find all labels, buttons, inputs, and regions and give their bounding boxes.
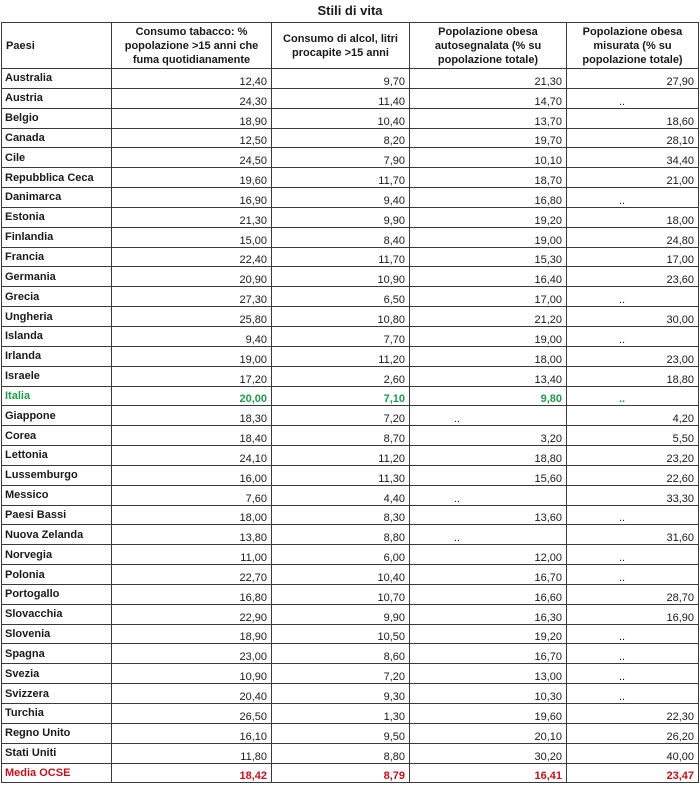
cell-tabacco: 18,90 (112, 108, 272, 128)
cell-alcol: 8,30 (272, 505, 410, 525)
cell-obesa_auto: 20,10 (410, 723, 567, 743)
cell-obesa_auto: 3,20 (410, 426, 567, 446)
cell-alcol: 11,40 (272, 88, 410, 108)
cell-alcol: 8,79 (272, 763, 410, 783)
cell-alcol: 7,20 (272, 664, 410, 684)
cell-obesa_auto: 16,30 (410, 604, 567, 624)
cell-obesa_mis: 18,00 (567, 207, 699, 227)
cell-country: Irlanda (2, 346, 112, 366)
cell-alcol: 8,60 (272, 644, 410, 664)
cell-obesa_auto: .. (410, 485, 567, 505)
cell-obesa_mis: 31,60 (567, 525, 699, 545)
cell-tabacco: 18,40 (112, 426, 272, 446)
table-row (2, 505, 699, 525)
table-row (2, 465, 699, 485)
cell-obesa_mis: .. (567, 624, 699, 644)
cell-country: Australia (2, 69, 112, 89)
cell-obesa_mis: 22,30 (567, 704, 699, 724)
cell-alcol: 8,80 (272, 743, 410, 763)
cell-obesa_auto: 16,40 (410, 267, 567, 287)
cell-obesa_auto: 19,60 (410, 704, 567, 724)
cell-obesa_auto: 13,00 (410, 664, 567, 684)
cell-country: Messico (2, 485, 112, 505)
table-row (2, 108, 699, 128)
cell-country: Media OCSE (2, 763, 112, 783)
cell-alcol: 7,90 (272, 148, 410, 168)
cell-country: Svezia (2, 664, 112, 684)
cell-obesa_mis: 33,30 (567, 485, 699, 505)
table-row (2, 704, 699, 724)
cell-obesa_mis: 28,70 (567, 584, 699, 604)
cell-tabacco: 13,80 (112, 525, 272, 545)
cell-obesa_mis: 17,00 (567, 247, 699, 267)
cell-alcol: 1,30 (272, 704, 410, 724)
cell-tabacco: 21,30 (112, 207, 272, 227)
cell-country: Norvegia (2, 545, 112, 565)
cell-obesa_mis: .. (567, 664, 699, 684)
table-row (2, 326, 699, 346)
header-alcol: Consumo di alcol, litri procapite >15 anni (272, 23, 410, 69)
table-row (2, 227, 699, 247)
cell-tabacco: 18,42 (112, 763, 272, 783)
table-row (2, 247, 699, 267)
table-row (2, 168, 699, 188)
cell-obesa_mis: 4,20 (567, 406, 699, 426)
cell-country: Corea (2, 426, 112, 446)
cell-tabacco: 18,00 (112, 505, 272, 525)
cell-alcol: 8,80 (272, 525, 410, 545)
cell-obesa_mis: 18,60 (567, 108, 699, 128)
cell-obesa_auto: 18,80 (410, 446, 567, 466)
cell-country: Lussemburgo (2, 465, 112, 485)
cell-obesa_auto: 21,20 (410, 307, 567, 327)
cell-obesa_mis: 5,50 (567, 426, 699, 446)
cell-obesa_mis: 40,00 (567, 743, 699, 763)
cell-alcol: 9,90 (272, 207, 410, 227)
cell-tabacco: 22,40 (112, 247, 272, 267)
table-row (2, 525, 699, 545)
cell-obesa_auto: 18,00 (410, 346, 567, 366)
cell-country: Canada (2, 128, 112, 148)
cell-country: Cile (2, 148, 112, 168)
cell-obesa_auto: 15,30 (410, 247, 567, 267)
cell-alcol: 2,60 (272, 366, 410, 386)
table-row (2, 545, 699, 565)
cell-obesa_auto: 10,30 (410, 684, 567, 704)
cell-country: Slovenia (2, 624, 112, 644)
table-row (2, 207, 699, 227)
cell-obesa_mis: .. (567, 88, 699, 108)
cell-country: Nuova Zelanda (2, 525, 112, 545)
cell-country: Danimarca (2, 188, 112, 208)
cell-tabacco: 15,00 (112, 227, 272, 247)
cell-obesa_auto: 21,30 (410, 69, 567, 89)
cell-alcol: 7,70 (272, 326, 410, 346)
table-row (2, 188, 699, 208)
table-row (2, 446, 699, 466)
cell-tabacco: 16,80 (112, 584, 272, 604)
cell-tabacco: 11,80 (112, 743, 272, 763)
cell-obesa_auto: .. (410, 406, 567, 426)
cell-obesa_mis: .. (567, 326, 699, 346)
cell-tabacco: 22,90 (112, 604, 272, 624)
cell-obesa_mis: 27,90 (567, 69, 699, 89)
cell-country: Regno Unito (2, 723, 112, 743)
cell-tabacco: 20,00 (112, 386, 272, 406)
cell-country: Germania (2, 267, 112, 287)
cell-obesa_mis: 22,60 (567, 465, 699, 485)
table-row (2, 644, 699, 664)
cell-alcol: 11,20 (272, 446, 410, 466)
cell-obesa_auto: 9,80 (410, 386, 567, 406)
cell-country: Portogallo (2, 584, 112, 604)
cell-country: Stati Uniti (2, 743, 112, 763)
cell-alcol: 10,40 (272, 565, 410, 585)
cell-country: Repubblica Ceca (2, 168, 112, 188)
cell-alcol: 8,70 (272, 426, 410, 446)
cell-obesa_auto: 16,41 (410, 763, 567, 783)
cell-tabacco: 24,50 (112, 148, 272, 168)
cell-country: Francia (2, 247, 112, 267)
cell-obesa_mis: .. (567, 644, 699, 664)
table-row (2, 406, 699, 426)
cell-obesa_auto: 13,70 (410, 108, 567, 128)
cell-country: Svizzera (2, 684, 112, 704)
cell-tabacco: 24,30 (112, 88, 272, 108)
cell-obesa_mis: .. (567, 565, 699, 585)
lifestyle-table (1, 22, 699, 783)
cell-obesa_mis: .. (567, 386, 699, 406)
cell-country: Spagna (2, 644, 112, 664)
header-tabacco: Consumo tabacco: % popolazione >15 anni che fuma quotidianamente (112, 23, 272, 69)
table-row (2, 763, 699, 783)
cell-tabacco: 18,90 (112, 624, 272, 644)
table-row (2, 148, 699, 168)
cell-country: Islanda (2, 326, 112, 346)
cell-tabacco: 16,10 (112, 723, 272, 743)
cell-obesa_auto: .. (410, 525, 567, 545)
table-row (2, 565, 699, 585)
cell-country: Israele (2, 366, 112, 386)
cell-tabacco: 16,00 (112, 465, 272, 485)
header-obesa-misurata: Popolazione obesa misurata (% su popolazione totale) (567, 23, 699, 69)
table-row (2, 684, 699, 704)
cell-tabacco: 24,10 (112, 446, 272, 466)
cell-country: Ungheria (2, 307, 112, 327)
cell-obesa_auto: 19,20 (410, 207, 567, 227)
cell-tabacco: 26,50 (112, 704, 272, 724)
cell-tabacco: 18,30 (112, 406, 272, 426)
cell-obesa_mis: 23,00 (567, 346, 699, 366)
cell-alcol: 9,90 (272, 604, 410, 624)
cell-country: Slovacchia (2, 604, 112, 624)
cell-tabacco: 17,20 (112, 366, 272, 386)
table-row (2, 743, 699, 763)
cell-obesa_mis: 23,60 (567, 267, 699, 287)
cell-alcol: 11,20 (272, 346, 410, 366)
table-row (2, 426, 699, 446)
cell-obesa_auto: 19,20 (410, 624, 567, 644)
cell-obesa_mis: .. (567, 545, 699, 565)
table-row (2, 128, 699, 148)
cell-obesa_auto: 17,00 (410, 287, 567, 307)
cell-country: Austria (2, 88, 112, 108)
cell-country: Belgio (2, 108, 112, 128)
cell-alcol: 10,50 (272, 624, 410, 644)
cell-obesa_auto: 14,70 (410, 88, 567, 108)
cell-tabacco: 12,40 (112, 69, 272, 89)
cell-obesa_auto: 18,70 (410, 168, 567, 188)
cell-tabacco: 25,80 (112, 307, 272, 327)
cell-alcol: 6,50 (272, 287, 410, 307)
cell-obesa_mis: 16,90 (567, 604, 699, 624)
table-row (2, 346, 699, 366)
cell-tabacco: 23,00 (112, 644, 272, 664)
cell-alcol: 9,50 (272, 723, 410, 743)
cell-country: Polonia (2, 565, 112, 585)
table-row (2, 604, 699, 624)
cell-alcol: 9,30 (272, 684, 410, 704)
header-paesi: Paesi (2, 23, 112, 69)
cell-alcol: 10,70 (272, 584, 410, 604)
cell-alcol: 9,40 (272, 188, 410, 208)
table-row (2, 88, 699, 108)
table-row (2, 664, 699, 684)
cell-obesa_mis: 34,40 (567, 148, 699, 168)
table-row (2, 366, 699, 386)
cell-country: Lettonia (2, 446, 112, 466)
cell-alcol: 8,20 (272, 128, 410, 148)
cell-tabacco: 9,40 (112, 326, 272, 346)
cell-country: Paesi Bassi (2, 505, 112, 525)
cell-obesa_mis: 24,80 (567, 227, 699, 247)
cell-tabacco: 7,60 (112, 485, 272, 505)
cell-alcol: 11,30 (272, 465, 410, 485)
cell-country: Estonia (2, 207, 112, 227)
cell-alcol: 7,20 (272, 406, 410, 426)
cell-obesa_auto: 13,60 (410, 505, 567, 525)
cell-alcol: 11,70 (272, 168, 410, 188)
table-row (2, 723, 699, 743)
cell-alcol: 6,00 (272, 545, 410, 565)
table-row (2, 287, 699, 307)
table-row (2, 307, 699, 327)
cell-alcol: 10,40 (272, 108, 410, 128)
header-row (2, 23, 699, 69)
cell-obesa_mis: 26,20 (567, 723, 699, 743)
cell-obesa_auto: 19,00 (410, 227, 567, 247)
cell-alcol: 7,10 (272, 386, 410, 406)
cell-obesa_mis: .. (567, 188, 699, 208)
cell-alcol: 10,80 (272, 307, 410, 327)
table-row (2, 584, 699, 604)
cell-obesa_mis: 23,20 (567, 446, 699, 466)
cell-country: Turchia (2, 704, 112, 724)
header-obesa-autosegnalata: Popolazione obesa autosegnalata (% su popolazione totale) (410, 23, 567, 69)
table-row (2, 624, 699, 644)
table-row (2, 267, 699, 287)
cell-obesa_mis: 21,00 (567, 168, 699, 188)
table-row (2, 485, 699, 505)
cell-obesa_auto: 13,40 (410, 366, 567, 386)
cell-tabacco: 20,40 (112, 684, 272, 704)
cell-obesa_mis: .. (567, 505, 699, 525)
cell-obesa_mis: 23,47 (567, 763, 699, 783)
cell-tabacco: 12,50 (112, 128, 272, 148)
cell-alcol: 10,90 (272, 267, 410, 287)
cell-tabacco: 10,90 (112, 664, 272, 684)
table-title: Stili di vita (317, 3, 383, 18)
cell-obesa_auto: 10,10 (410, 148, 567, 168)
cell-obesa_auto: 16,80 (410, 188, 567, 208)
cell-country: Finlandia (2, 227, 112, 247)
cell-obesa_mis: 30,00 (567, 307, 699, 327)
cell-country: Italia (2, 386, 112, 406)
cell-tabacco: 19,60 (112, 168, 272, 188)
cell-obesa_auto: 16,70 (410, 565, 567, 585)
cell-obesa_mis: 28,10 (567, 128, 699, 148)
cell-alcol: 9,70 (272, 69, 410, 89)
cell-country: Grecia (2, 287, 112, 307)
cell-obesa_auto: 19,70 (410, 128, 567, 148)
table-row (2, 69, 699, 89)
cell-alcol: 8,40 (272, 227, 410, 247)
table-row (2, 386, 699, 406)
cell-obesa_auto: 16,70 (410, 644, 567, 664)
cell-tabacco: 27,30 (112, 287, 272, 307)
cell-tabacco: 11,00 (112, 545, 272, 565)
cell-obesa_auto: 16,60 (410, 584, 567, 604)
cell-alcol: 4,40 (272, 485, 410, 505)
cell-obesa_auto: 30,20 (410, 743, 567, 763)
cell-alcol: 11,70 (272, 247, 410, 267)
table-body (2, 69, 699, 783)
cell-tabacco: 22,70 (112, 565, 272, 585)
cell-obesa_auto: 19,00 (410, 326, 567, 346)
cell-country: Giappone (2, 406, 112, 426)
cell-tabacco: 19,00 (112, 346, 272, 366)
cell-obesa_mis: 18,80 (567, 366, 699, 386)
cell-tabacco: 20,90 (112, 267, 272, 287)
cell-obesa_mis: .. (567, 287, 699, 307)
cell-obesa_auto: 15,60 (410, 465, 567, 485)
cell-obesa_auto: 12,00 (410, 545, 567, 565)
cell-obesa_mis: .. (567, 684, 699, 704)
cell-tabacco: 16,90 (112, 188, 272, 208)
